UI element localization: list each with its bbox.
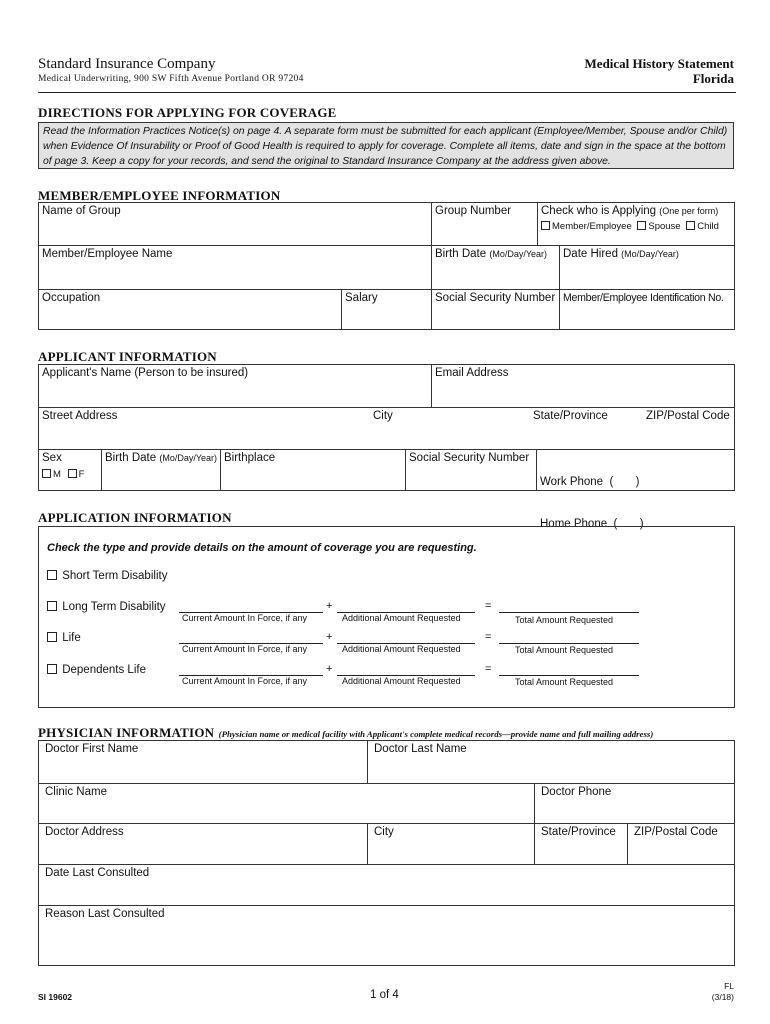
application-info-box: [38, 526, 735, 708]
ltd-checkbox[interactable]: [47, 601, 57, 611]
physician-section-title: PHYSICIAN INFORMATION: [38, 725, 215, 740]
doctor-state-field[interactable]: State/Province: [534, 823, 627, 864]
application-instruction: Check the type and provide details on the amount of coverage you are requesting.: [47, 542, 477, 554]
date-last-consulted-field[interactable]: Date Last Consulted: [39, 864, 734, 905]
directions-text: Read the Information Practices Notice(s) on page 4. A separate form must be submitted for each applicant (Employee/Member, Spouse and/or Child) when Evidence Of Insurability or Proof of Good Health is required to apply for coverage. Complete all items, date and sign in the space at the bottom of page 3. Keep a copy for your records, and send the original to Standard Insurance Company at the address given above.: [38, 122, 734, 169]
doctor-phone-field[interactable]: Doctor Phone: [534, 783, 734, 823]
form-title-line1: Medical History Statement: [584, 56, 734, 71]
occupation-field[interactable]: Occupation: [39, 289, 341, 329]
group-number-field[interactable]: Group Number: [431, 203, 537, 245]
total-amount-label: Total Amount Requested: [515, 615, 614, 625]
equals-sign: =: [485, 631, 492, 643]
directions-title: DIRECTIONS FOR APPLYING FOR COVERAGE: [38, 105, 337, 120]
physician-info-grid: [38, 740, 735, 966]
form-revision-block: [712, 981, 734, 1003]
applicant-address-row[interactable]: [39, 407, 734, 449]
header-rule: [38, 92, 736, 93]
dependents-total-line[interactable]: [499, 675, 639, 676]
salary-field[interactable]: Salary: [341, 289, 431, 329]
child-checkbox[interactable]: [686, 221, 695, 230]
work-phone-label: Work Phone ( ): [540, 476, 640, 488]
company-name: Standard Insurance Company: [38, 56, 216, 72]
ltd-total-line[interactable]: [499, 612, 639, 613]
member-section-title: MEMBER/EMPLOYEE INFORMATION: [38, 188, 281, 203]
sex-m-checkbox[interactable]: [42, 469, 51, 478]
page-number: 1 of 4: [370, 989, 399, 1001]
total-amount-label: Total Amount Requested: [515, 645, 614, 655]
birthplace-field[interactable]: Birthplace: [220, 449, 405, 490]
total-amount-label: Total Amount Requested: [515, 677, 614, 687]
applicant-name-field[interactable]: Applicant's Name (Person to be insured): [42, 367, 249, 379]
form-title-line2: Florida: [692, 71, 734, 86]
email-field[interactable]: Email Address: [431, 365, 734, 407]
date-hired-field[interactable]: Date Hired (Mo/Day/Year): [559, 245, 734, 289]
life-option[interactable]: Life: [47, 632, 81, 644]
doctor-zip-field[interactable]: ZIP/Postal Code: [627, 823, 734, 864]
reason-last-consulted-field[interactable]: Reason Last Consulted: [39, 905, 734, 965]
city-label: City: [373, 410, 393, 422]
std-option[interactable]: Short Term Disability: [47, 570, 167, 582]
zip-label: ZIP/Postal Code: [646, 410, 730, 422]
phone-field[interactable]: [536, 449, 734, 530]
current-amount-label: Current Amount In Force, if any: [182, 676, 308, 686]
member-employee-name-field[interactable]: Member/Employee Name: [39, 245, 431, 289]
physician-section-subtitle: (Physician name or medical facility with Applicant's complete medical records—provide name and full mailing address): [218, 729, 654, 739]
state-code: FL: [724, 981, 734, 991]
ltd-option[interactable]: Long Term Disability: [47, 601, 166, 613]
plus-sign: +: [326, 600, 333, 612]
home-phone-label: Home Phone ( ): [540, 518, 644, 530]
additional-amount-label: Additional Amount Requested: [342, 644, 461, 654]
revision-date: (3/18): [711, 992, 734, 1002]
check-who-applying: Check who is Applying (One per form) Member/Employee Spouse Child: [537, 203, 734, 245]
spouse-checkbox[interactable]: [637, 221, 646, 230]
life-checkbox[interactable]: [47, 632, 57, 642]
sex-field: Sex M F: [39, 449, 101, 490]
applicant-ssn-field[interactable]: Social Security Number: [405, 449, 536, 490]
current-amount-label: Current Amount In Force, if any: [182, 613, 308, 623]
name-of-group-field[interactable]: Name of Group: [42, 205, 121, 217]
member-id-field[interactable]: Member/Employee Identification No.: [559, 289, 734, 329]
state-label: State/Province: [533, 410, 608, 422]
doctor-address-field[interactable]: Doctor Address: [39, 823, 367, 864]
sex-f-checkbox[interactable]: [68, 469, 77, 478]
check-who-label: Check who is Applying: [541, 205, 657, 217]
plus-sign: +: [326, 631, 333, 643]
equals-sign: =: [485, 600, 492, 612]
dependents-life-checkbox[interactable]: [47, 664, 57, 674]
application-section-title: APPLICATION INFORMATION: [38, 510, 232, 525]
plus-sign: +: [326, 663, 333, 675]
std-checkbox[interactable]: [47, 570, 57, 580]
doctor-city-field[interactable]: City: [367, 823, 534, 864]
form-id: SI 19602: [38, 992, 73, 1002]
clinic-name-field[interactable]: Clinic Name: [39, 783, 534, 823]
additional-amount-label: Additional Amount Requested: [342, 613, 461, 623]
applicant-birth-date-field[interactable]: Birth Date (Mo/Day/Year): [101, 449, 220, 490]
member-birth-date-field[interactable]: Birth Date (Mo/Day/Year): [431, 245, 559, 289]
dependents-life-option[interactable]: Dependents Life: [47, 664, 146, 676]
member-ssn-field[interactable]: Social Security Number: [431, 289, 559, 329]
life-total-line[interactable]: [499, 643, 639, 644]
additional-amount-label: Additional Amount Requested: [342, 676, 461, 686]
member-info-grid: [38, 202, 735, 330]
member-employee-checkbox[interactable]: [541, 221, 550, 230]
equals-sign: =: [485, 663, 492, 675]
current-amount-label: Current Amount In Force, if any: [182, 644, 308, 654]
company-address: Medical Underwriting, 900 SW Fifth Avenue Portland OR 97204: [38, 74, 304, 84]
doctor-first-name-field[interactable]: Doctor First Name: [45, 743, 139, 755]
street-address-label: Street Address: [42, 410, 118, 422]
doctor-last-name-field[interactable]: Doctor Last Name: [367, 741, 734, 783]
applicant-section-title: APPLICANT INFORMATION: [38, 349, 217, 364]
form-title: [585, 56, 734, 86]
